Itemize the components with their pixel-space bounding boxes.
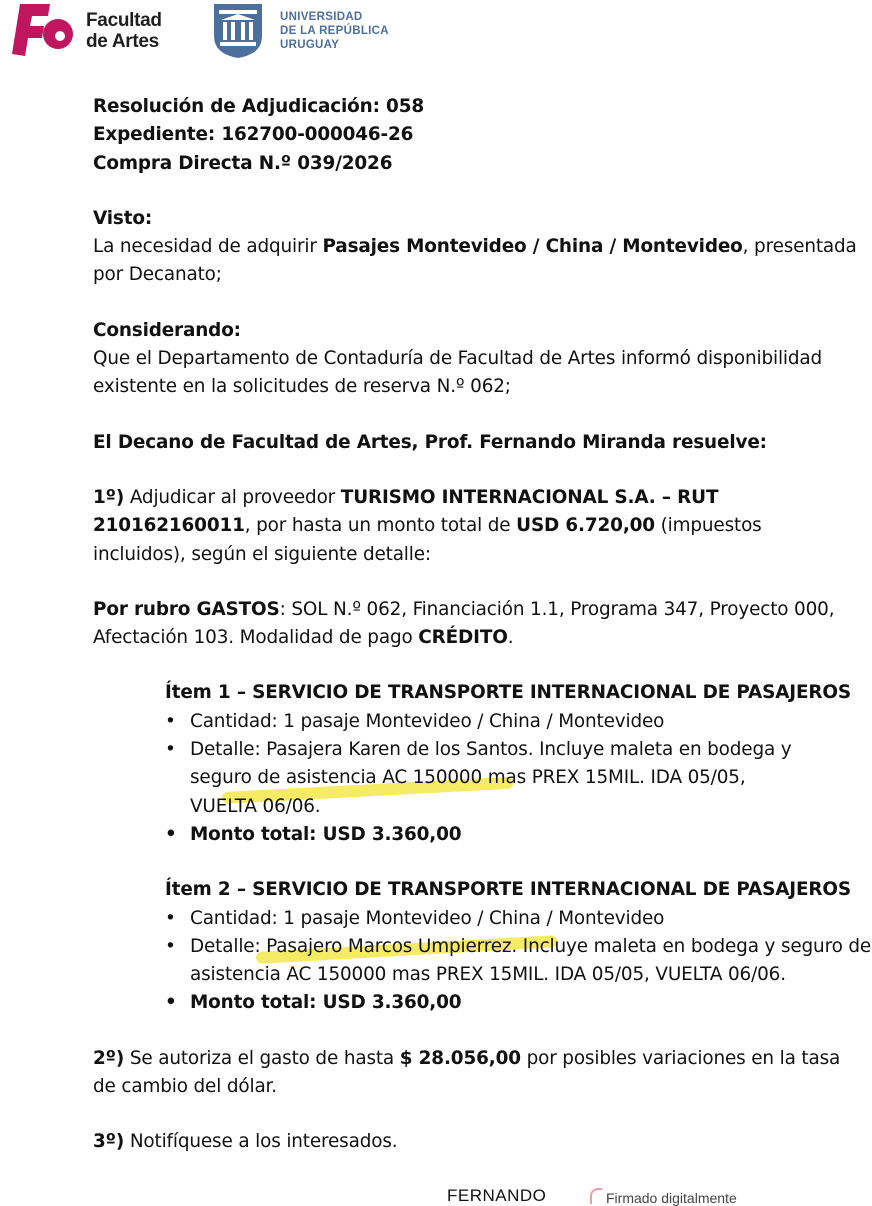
punto-3-text: Notifíquese a los interesados.	[124, 1131, 398, 1153]
page-header	[0, 0, 872, 70]
signature-mark-icon	[590, 1188, 602, 1204]
visto-text-start: La necesidad de adquirir	[93, 236, 323, 258]
udelar-line2: DE LA REPÚBLICA	[280, 25, 389, 37]
punto-3-number: 3º)	[93, 1131, 125, 1153]
punto-2-text2: por posibles variaciones en la tasa de cambio del dólar.	[93, 1047, 841, 1098]
rubro-paragraph	[93, 596, 872, 653]
item-2	[165, 876, 872, 1017]
item-2-detalle-line1: • Detalle: Pasajero Marcos Umpierrez. Incluye maleta en bodega y seguro de	[190, 935, 872, 957]
resolution-number: Resolución de Adjudicación: 058	[93, 96, 424, 117]
item-2-list	[165, 905, 872, 1018]
punto-2-number: 2º)	[93, 1047, 125, 1069]
item-1-title: Ítem 1 – SERVICIO DE TRANSPORTE INTERNACIONAL DE PASAJEROS	[165, 682, 851, 704]
udelar-crest-icon	[212, 2, 264, 59]
facultad-de-artes-wordmark	[86, 10, 162, 52]
item-2-cantidad: • Cantidad: 1 pasaje Montevideo / China / Montevideo	[165, 905, 872, 933]
item-2-detalle-line2: asistencia AC 150000 mas PREX 15MIL. IDA 05/05, VUELTA 06/06.	[190, 964, 786, 986]
decano-statement: El Decano de Facultad de Artes, Prof. Fernando Miranda resuelve:	[93, 431, 767, 453]
total-amount: USD 6.720,00	[516, 515, 655, 537]
item-2-title: Ítem 2 – SERVICIO DE TRANSPORTE INTERNACIONAL DE PASAJEROS	[165, 879, 851, 901]
facultad-line2: de Artes	[86, 31, 159, 52]
punto-1-number: 1º)	[93, 486, 125, 508]
rubro-text: : SOL N.º 062, Financiación 1.1, Programa 347, Proyecto 000, Afectación 103. Modalidad de pago	[93, 598, 835, 649]
item-1-detalle: • Detalle: Pasajera Karen de los Santos. Incluye maleta en bodega y seguro de asistencia AC 150000 mas PREX 15MIL. IDA 05/05, VUELTA 06/06.	[165, 736, 872, 821]
visto-heading: Visto:	[93, 207, 153, 229]
item-1-monto: • Monto total: USD 3.360,00	[165, 821, 872, 849]
punto-1-text1: Adjudicar al proveedor	[124, 486, 341, 508]
punto-1-text3: (impuestos incluidos), según el siguiente detalle:	[93, 515, 762, 565]
rubro-end: .	[507, 627, 514, 649]
udelar-line1: UNIVERSIDAD	[280, 11, 363, 23]
punto-2-text1: Se autoriza el gasto de hasta	[124, 1047, 400, 1069]
item-2-detalle	[165, 933, 872, 990]
considerando-heading: Considerando:	[93, 319, 241, 341]
signer-name: FERNANDO	[447, 1186, 547, 1205]
rubro-label	[93, 599, 280, 620]
expediente-number: Expediente: 162700-000046-26	[93, 124, 414, 146]
digital-signature-label: Firmado digitalmente	[606, 1190, 737, 1206]
considerando-text: Que el Departamento de Contaduría de Facultad de Artes informó disponibilidad existente en la solicitudes de reserva N.º 062;	[93, 348, 823, 398]
punto-1-text2: , por hasta un monto total de	[244, 515, 517, 537]
rubro-gastos: GASTOS	[196, 598, 280, 620]
visto-text-end: , presentada por Decanato;	[93, 236, 857, 286]
compra-directa-number: Compra Directa N.º 039/2026	[93, 152, 393, 174]
item-1	[165, 679, 872, 849]
item-2-monto: • Monto total: USD 3.360,00	[165, 989, 872, 1017]
punto-1	[93, 484, 872, 569]
udelar-wordmark	[280, 10, 389, 52]
item-1-list	[165, 708, 872, 849]
visto-route: Pasajes Montevideo / China / Montevideo	[322, 236, 743, 258]
punto-2	[93, 1045, 872, 1102]
visto-text	[93, 233, 872, 290]
udelar-line3: URUGUAY	[280, 39, 340, 51]
authorized-amount: $ 28.056,00	[399, 1047, 521, 1069]
modalidad-pago: CRÉDITO	[418, 627, 508, 649]
resolution-document	[93, 93, 872, 1157]
facultad-de-artes-logo-icon	[10, 2, 74, 60]
rubro-label-prefix: Por rubro	[93, 598, 197, 620]
punto-3	[93, 1128, 872, 1156]
facultad-line1: Facultad	[86, 10, 162, 31]
provider-name: TURISMO INTERNACIONAL S.A. – RUT 210162160011	[93, 486, 719, 537]
item-1-cantidad: • Cantidad: 1 pasaje Montevideo / China / Montevideo	[165, 708, 872, 736]
